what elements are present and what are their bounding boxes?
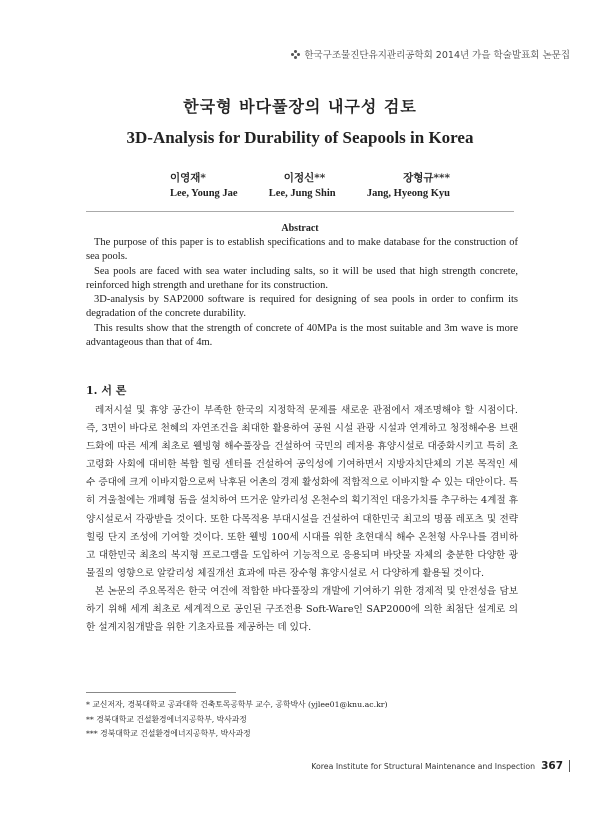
section-body <box>86 402 518 637</box>
footer-institution: Korea Institute for Structural Maintenance and Inspection <box>311 761 536 771</box>
section-heading: 1. 서 론 <box>86 384 127 397</box>
running-header <box>291 47 570 61</box>
body-paragraph: 본 논문의 주요목적은 한국 여건에 적합한 바다풀장의 개발에 기여하기 위한 경제적 및 안전성을 담보하기 위해 세계 최초로 세계적으로 공인된 구조전용 Soft-Ware인 SAP2000에 의한 최첨단 설계로 의한 설계지침개발을 위한 기초자료를 제공하는 데 있다. <box>86 585 518 634</box>
title-divider <box>86 211 514 212</box>
author-2-english: Lee, Jung Shin <box>268 188 336 199</box>
header-text: 한국구조물진단유지관리공학회 2014년 가을 학술발표회 논문집 <box>304 50 570 61</box>
abstract-paragraph: Sea pools are faced with sea water including salts, so it will be used that high strength concrete, reinforced high strength and urethane for its construction. <box>86 265 518 291</box>
author-3-english: Jang, Hyeong Kyu <box>366 188 450 199</box>
page-number: 367 <box>541 760 563 772</box>
sparkle-logo-icon <box>291 50 300 59</box>
footnote-item: *** 경북대학교 건설환경에너지공학부, 박사과정 <box>86 729 251 738</box>
author-3-korean: 장형규*** <box>403 172 450 184</box>
abstract-paragraph: 3D-analysis by SAP2000 software is required for designing of sea pools in order to confirm its degradation of the concrete durability. <box>86 294 518 320</box>
author-1-english: Lee, Young Jae <box>170 188 238 199</box>
footer-bar <box>569 760 570 772</box>
page-footer <box>311 760 570 772</box>
english-author-list <box>170 188 450 199</box>
footnote-item: ** 경북대학교 건설환경에너지공학부, 박사과정 <box>86 714 247 724</box>
footnote-divider <box>86 692 236 693</box>
abstract-heading: Abstract <box>281 223 319 234</box>
korean-author-list <box>170 170 450 185</box>
footnotes <box>86 698 526 742</box>
english-title: 3D-Analysis for Durability of Seapools in Korea <box>126 128 474 147</box>
abstract-body <box>86 236 518 350</box>
author-1-korean: 이영재* <box>170 172 206 184</box>
korean-title: 한국형 바다풀장의 내구성 검토 <box>183 97 417 116</box>
abstract-paragraph: The purpose of this paper is to establish specifications and to make database for the construction of sea pools. <box>86 237 518 263</box>
footnote-item: * 교신저자, 경북대학교 공과대학 건축토목공학부 교수, 공학박사 (yjlee01@knu.ac.kr) <box>86 700 388 709</box>
author-2-korean: 이정신** <box>283 172 326 184</box>
body-paragraph: 레저시설 및 휴양 공간이 부족한 한국의 지정학적 문제를 새로운 관점에서 재조명해야 할 시점이다. 즉, 3면이 바다로 천혜의 자연조건을 최대한 활용하여 공원 시설 관광 시설과 연계하고 청정해수용 브랜드화에 따른 세계 최초로 웰빙형 해수풀장을 건설하여 국민의 레저용 휴양시설로 대중화시키고 특히 초고령화 사회에 대비한 복합 힐링 센터를 건설하여 공익성에 기여하면서 지방자치단체의 기본 목적인 세수 증대에 크게 이바지함으로써 낙후된 어촌의 경제 활성화에 적합적으로 이바지할 수 있는 대안이다. 특히 겨울철에는 개폐형 돔을 설치하여 뜨거운 알카리성 온천수의 획기적인 대응가치를 추구하는 4계절 휴양시설로서 각광받을 것이다. 또한 다목적용 부대시설을 건설하여 대한민국 최고의 명품 레포츠 및 전략 힐링 단지 조성에 기여할 것이다. 또한 웰빙 100세 시대를 위한 초현대식 해수 온천형 사우나를 겸비하고 대한민국 최초의 복지형 프로그램을 도입하여 기능적으로 응용되며 바닷물 자체의 충분한 다양한 광물질의 영향으로 알칼리성 체질개선 효과에 따른 장수형 휴양시설로 서 다양하게 활용될 것이다. <box>86 405 518 579</box>
abstract-paragraph: This results show that the strength of concrete of 40MPa is the most suitable and 3m wave is more advantageous than that of 4m. <box>86 322 518 349</box>
